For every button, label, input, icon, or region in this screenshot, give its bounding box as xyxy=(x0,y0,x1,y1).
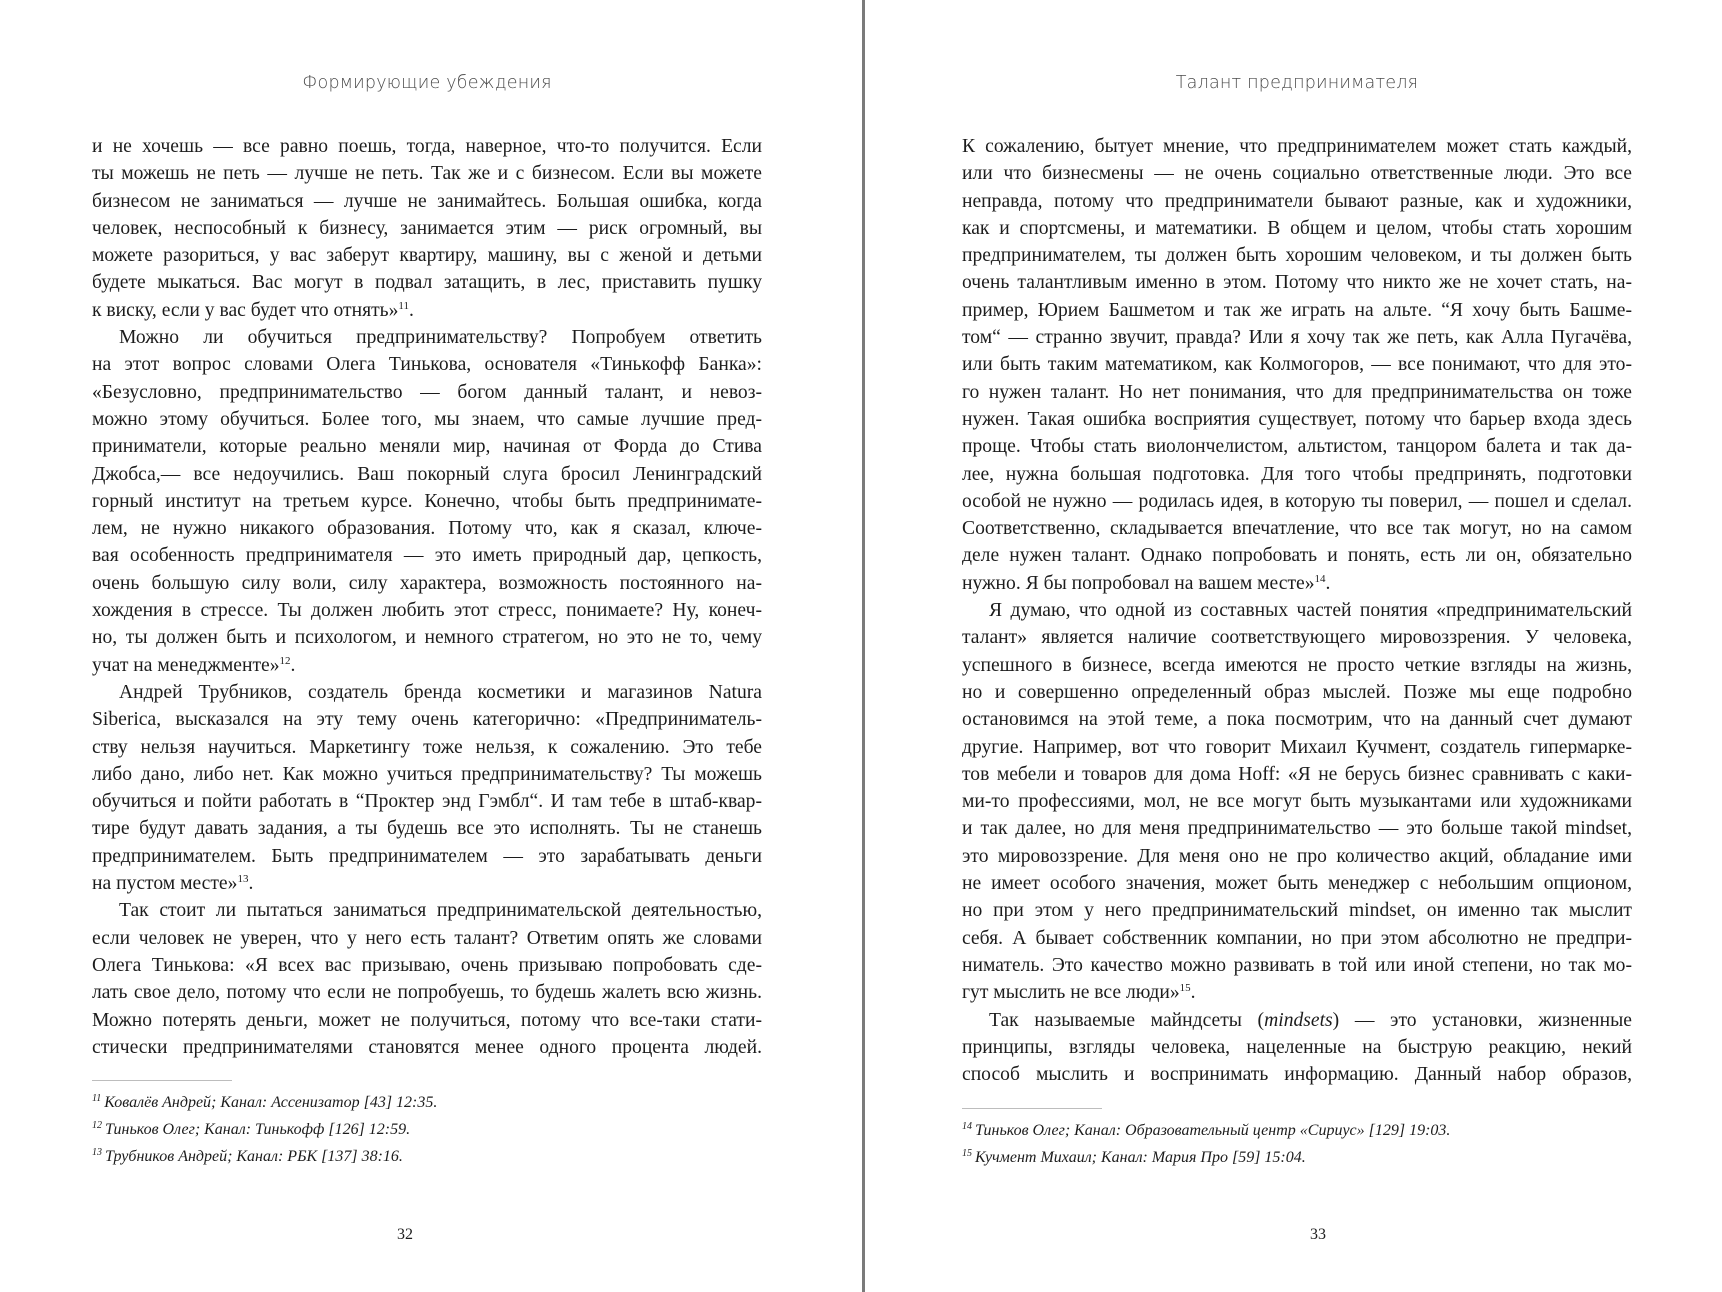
footnote-number: 11 xyxy=(92,1093,102,1104)
line-text: тов мебели и товаров для дома Hoff: «Я не берусь бизнес сравнивать с каки- xyxy=(962,763,1632,785)
line-text: Siberica, высказался на эту тему очень категорично: «Предприниматель- xyxy=(92,709,762,731)
line-text: нужен. Такая ошибка восприятия существует, потому что барьер входа здесь xyxy=(962,408,1632,430)
footnote-reference[interactable]: 14 xyxy=(1314,572,1326,585)
line-text: Андрей Трубников, создатель бренда косметики и магазинов Natura xyxy=(119,681,762,703)
line-text: талант» является наличие соответствующего мировоззрения. У человека, xyxy=(962,627,1632,649)
text-line xyxy=(92,925,762,952)
line-text: и так далее, но для меня предпринимательство — это больше такой mindset, xyxy=(962,818,1632,840)
line-text: на этот вопрос словами Олега Тинькова, основателя «Тинькофф Банка»: xyxy=(92,354,762,376)
text-line xyxy=(92,952,762,979)
text-line xyxy=(92,542,762,569)
text-line xyxy=(92,433,762,460)
text-line xyxy=(92,870,762,897)
footnote-text: Трубников Андрей; Канал: РБК [137] 38:16. xyxy=(105,1148,403,1165)
footnotes xyxy=(92,1080,762,1170)
line-text: очень большую силу воли, силу характера, возможность постоянного на- xyxy=(92,572,762,594)
line-text: способ мыслить и воспринимать информацию. Данный набор образов, xyxy=(962,1064,1632,1086)
line-text: гут мыслить не все люди» xyxy=(962,982,1180,1004)
footnote-text: Кучмент Михаил; Канал: Мария Про [59] 15:04. xyxy=(975,1149,1306,1166)
line-text: на пустом месте» xyxy=(92,873,238,895)
right-page xyxy=(865,0,1722,1292)
footnote-number: 13 xyxy=(92,1147,102,1158)
line-text: неправда, потому что предприниматели бывают разные, как и художники, xyxy=(962,190,1632,212)
line-text: предпринимателем, ты должен быть хорошим человеком, и ты должен быть xyxy=(962,245,1632,267)
line-text: горный институт на третьем курсе. Конечно, чтобы быть предпринимате- xyxy=(92,490,762,512)
line-text: К сожалению, бытует мнение, что предпринимателем может стать каждый, xyxy=(962,136,1632,157)
page-number: 32 xyxy=(397,1226,413,1243)
line-text: как и спортсмены, и математики. В общем и целом, чтобы стать хорошим xyxy=(962,217,1632,239)
text-line xyxy=(92,761,762,788)
line-text: Так называемые майндсеты ( xyxy=(989,1009,1265,1031)
line-text: Я думаю, что одной из составных частей понятия «предпринимательский xyxy=(989,600,1632,622)
text-line xyxy=(962,570,1632,597)
text-line xyxy=(962,597,1632,624)
line-text: ты можешь не петь — лучше не петь. Так же и с бизнесом. Если вы можете xyxy=(92,163,762,185)
text-line xyxy=(962,897,1632,924)
footnote-item xyxy=(962,1117,1632,1144)
line-text: не имеет особого значения, может быть менеджер с небольшим опционом, xyxy=(962,873,1632,895)
text-line xyxy=(962,952,1632,979)
text-line xyxy=(92,788,762,815)
punctuation: . xyxy=(290,654,296,676)
text-line xyxy=(92,461,762,488)
line-text: или быть таким математиком, как Колмогоров, — все понимают, что для это- xyxy=(962,354,1632,376)
footnote-item xyxy=(962,1144,1632,1171)
body-text xyxy=(962,133,1632,1088)
line-text: бизнесом не заниматься — лучше не занимайтесь. Большая ошибка, когда xyxy=(92,190,762,212)
footnote-item xyxy=(92,1143,762,1170)
line-text: том“ — странно звучит, правда? Или я хочу так же петь, как Алла Пугачёва, xyxy=(962,327,1632,349)
line-text: Джобса,— все недоучились. Ваш покорный слуга бросил Ленинградский xyxy=(92,463,762,485)
line-text: вая особенность предпринимателя — это иметь природный дар, цепкость, xyxy=(92,545,762,567)
text-line xyxy=(962,1034,1632,1061)
line-text: учат на менеджменте» xyxy=(92,654,280,676)
text-line xyxy=(92,188,762,215)
text-line xyxy=(962,324,1632,351)
text-line xyxy=(962,652,1632,679)
line-text: Можно ли обучиться предпринимательству? Попробуем ответить xyxy=(119,327,762,349)
text-line xyxy=(92,379,762,406)
line-text: но, ты должен быть и психологом, и немного стратегом, но это не то, чему xyxy=(92,627,762,649)
text-line xyxy=(92,215,762,242)
footnote-number: 14 xyxy=(962,1121,972,1132)
text-line xyxy=(92,488,762,515)
text-line xyxy=(962,433,1632,460)
footnote-reference[interactable]: 13 xyxy=(237,873,249,886)
line-text: но и совершенно определенный образ мыслей. Позже мы еще подробно xyxy=(962,681,1632,703)
line-text: человек, неспособный к бизнесу, занимается этим — риск огромный, вы xyxy=(92,217,762,239)
line-text: хождения в стрессе. Ты должен любить этот стресс, понимаете? Ну, конеч- xyxy=(92,600,762,622)
line-text: Олега Тинькова: «Я всех вас призываю, очень призываю попробовать сде- xyxy=(92,954,762,976)
line-text: лее, нужна большая подготовка. Для того чтобы предпринять, подготовки xyxy=(962,463,1632,485)
text-line xyxy=(962,215,1632,242)
footnote-text: Тиньков Олег; Канал: Образовательный центр «Сириус» [129] 19:03. xyxy=(975,1122,1451,1139)
footnote-reference[interactable]: 12 xyxy=(279,654,291,667)
text-line xyxy=(92,515,762,542)
text-line xyxy=(92,269,762,296)
body-text xyxy=(92,133,762,1061)
footnote-number: 15 xyxy=(962,1148,972,1159)
line-text: это мировоззрение. Для меня оно не про количество акций, обладание ими xyxy=(962,845,1632,867)
text-line xyxy=(92,843,762,870)
text-line xyxy=(92,597,762,624)
line-text: другие. Например, вот что говорит Михаил Кучмент, создатель гипермарке- xyxy=(962,736,1632,758)
text-line xyxy=(962,515,1632,542)
line-text: будете мыкаться. Вас могут в подвал затащить, в лес, приставить пушку xyxy=(92,272,762,294)
text-line xyxy=(92,351,762,378)
text-line xyxy=(92,297,762,324)
text-line xyxy=(962,133,1632,160)
text-line xyxy=(962,269,1632,296)
footnote-reference[interactable]: 11 xyxy=(398,299,410,312)
punctuation: . xyxy=(248,873,254,895)
text-line xyxy=(962,1061,1632,1088)
footnote-item xyxy=(92,1116,762,1143)
text-line xyxy=(92,679,762,706)
text-line xyxy=(962,624,1632,651)
text-line xyxy=(92,1034,762,1061)
line-text: ниматель. Это качество можно развивать в той или иной степени, но так мо- xyxy=(962,954,1632,976)
text-line xyxy=(92,160,762,187)
text-line xyxy=(962,160,1632,187)
line-text: можете разориться, у вас заберут квартиру, машину, вы с женой и детьми xyxy=(92,245,762,267)
text-line xyxy=(962,297,1632,324)
line-text-rest: ) — это установки, жизненные xyxy=(1332,1009,1632,1031)
text-line xyxy=(962,679,1632,706)
line-text: успешного в бизнесе, всегда имеются не просто четкие взгляды на жизнь, xyxy=(962,654,1632,676)
footnote-number: 12 xyxy=(92,1120,102,1131)
text-line xyxy=(92,1007,762,1034)
text-line xyxy=(962,379,1632,406)
line-text: или что бизнесмены — не очень социально ответственные люди. Это все xyxy=(962,163,1632,185)
line-text: деле нужен талант. Однако попробовать и понять, есть ли он, обязательно xyxy=(962,545,1632,567)
text-line xyxy=(962,870,1632,897)
line-text: тире будут давать задания, а ты будешь все это исполнять. Ты не станешь xyxy=(92,818,762,840)
line-text: Так стоит ли пытаться заниматься предпринимательской деятельностью, xyxy=(119,900,762,922)
footnote-reference[interactable]: 15 xyxy=(1179,982,1191,995)
line-text: пример, Юрием Башметом и так же играть на альте. “Я хочу быть Башме- xyxy=(962,299,1632,321)
line-text: «Безусловно, предпринимательство — богом данный талант, и невоз- xyxy=(92,381,762,403)
text-line xyxy=(962,351,1632,378)
running-head: Талант предпринимателя xyxy=(1175,73,1419,93)
text-line xyxy=(92,897,762,924)
text-line xyxy=(92,133,762,160)
text-line xyxy=(92,706,762,733)
footnote-list xyxy=(92,1089,762,1170)
italic-term: mindsets xyxy=(1264,1009,1333,1031)
text-line xyxy=(962,188,1632,215)
line-text: обучиться и пойти работать в “Проктер энд Гэмбл“. И там тебе в штаб-квар- xyxy=(92,791,762,813)
text-line xyxy=(962,706,1632,733)
line-text: лать свое дело, потому что если не попробуешь, то будешь жалеть всю жизнь. xyxy=(92,982,762,1004)
punctuation: . xyxy=(1190,982,1196,1004)
text-line xyxy=(962,1007,1632,1034)
text-line xyxy=(962,488,1632,515)
line-text: ми-то профессиями, мол, не все могут быть музыкантами или художниками xyxy=(962,791,1632,813)
text-line xyxy=(92,570,762,597)
text-line xyxy=(962,788,1632,815)
text-line xyxy=(962,734,1632,761)
footnote-list xyxy=(962,1117,1632,1171)
running-head: Формирующие убеждения xyxy=(302,73,552,93)
text-line xyxy=(92,624,762,651)
footnote-rule xyxy=(92,1080,232,1081)
text-line xyxy=(92,324,762,351)
line-text: го нужен талант. Но нет понимания, что для предпринимательства он тоже xyxy=(962,381,1632,403)
line-text: либо дано, либо нет. Как можно учиться предпринимательству? Ты можешь xyxy=(92,763,762,785)
text-line xyxy=(962,843,1632,870)
line-text: остановимся на этой теме, а пока посмотрим, что на данный счет думают xyxy=(962,709,1632,731)
line-text: особой не нужно — родилась идея, в которую ты поверил, — пошел и сделал. xyxy=(962,490,1632,512)
line-text: к виску, если у вас будет что отнять» xyxy=(92,299,399,321)
footnote-rule xyxy=(962,1108,1102,1109)
line-text: принципы, взгляды человека, нацеленные на быструю реакцию, некий xyxy=(962,1036,1632,1058)
page-number: 33 xyxy=(1310,1226,1326,1243)
line-text: проще. Чтобы стать виолончелистом, альтистом, танцором балета и так да- xyxy=(962,436,1632,458)
line-text: если человек не уверен, что у него есть талант? Ответим опять же словами xyxy=(92,927,762,949)
line-text: можно этому обучиться. Более того, мы знаем, что самые лучшие пред- xyxy=(92,408,762,430)
line-text: ству нельзя научиться. Маркетингу тоже нельзя, к сожалению. Это тебе xyxy=(92,736,762,758)
text-line xyxy=(92,406,762,433)
punctuation: . xyxy=(409,299,414,321)
line-text: Можно потерять деньги, может не получиться, потому что все-таки стати- xyxy=(92,1009,762,1031)
text-line xyxy=(92,734,762,761)
text-line xyxy=(92,242,762,269)
footnotes xyxy=(962,1108,1632,1171)
footnote-text: Ковалёв Андрей; Канал: Ассенизатор [43] 12:35. xyxy=(104,1094,438,1111)
text-line xyxy=(92,815,762,842)
text-line xyxy=(92,652,762,679)
text-line xyxy=(962,242,1632,269)
line-text: лем, не нужно никакого образования. Потому что, как я сказал, ключе- xyxy=(92,518,762,540)
line-text: стически предпринимателями становятся менее одного процента людей. xyxy=(92,1036,762,1058)
footnote-item xyxy=(92,1089,762,1116)
footnote-text: Тиньков Олег; Канал: Тинькофф [126] 12:59. xyxy=(105,1121,411,1138)
line-text: очень талантливым именно в этом. Потому что никто же не хочет стать, на- xyxy=(962,272,1632,294)
text-line xyxy=(962,542,1632,569)
text-line xyxy=(962,406,1632,433)
text-line xyxy=(962,925,1632,952)
text-line xyxy=(962,761,1632,788)
line-text: себя. А бывает собственник компании, но при этом абсолютно не предпри- xyxy=(962,927,1632,949)
line-text: Соответственно, складывается впечатление, что все так могут, но на самом xyxy=(962,518,1632,540)
text-line xyxy=(962,461,1632,488)
line-text: предпринимателем. Быть предпринимателем — это зарабатывать деньги xyxy=(92,845,762,867)
line-text: приниматели, которые реально меняли мир, начиная от Форда до Стива xyxy=(92,436,762,458)
line-text: но при этом у него предпринимательский mindset, он именно так мыслит xyxy=(962,900,1632,922)
line-text: и не хочешь — все равно поешь, тогда, наверное, что-то получится. Если xyxy=(92,136,762,157)
punctuation: . xyxy=(1325,572,1331,594)
text-line xyxy=(92,979,762,1006)
text-line xyxy=(962,815,1632,842)
line-text: нужно. Я бы попробовал на вашем месте» xyxy=(962,572,1315,594)
text-line xyxy=(962,979,1632,1006)
